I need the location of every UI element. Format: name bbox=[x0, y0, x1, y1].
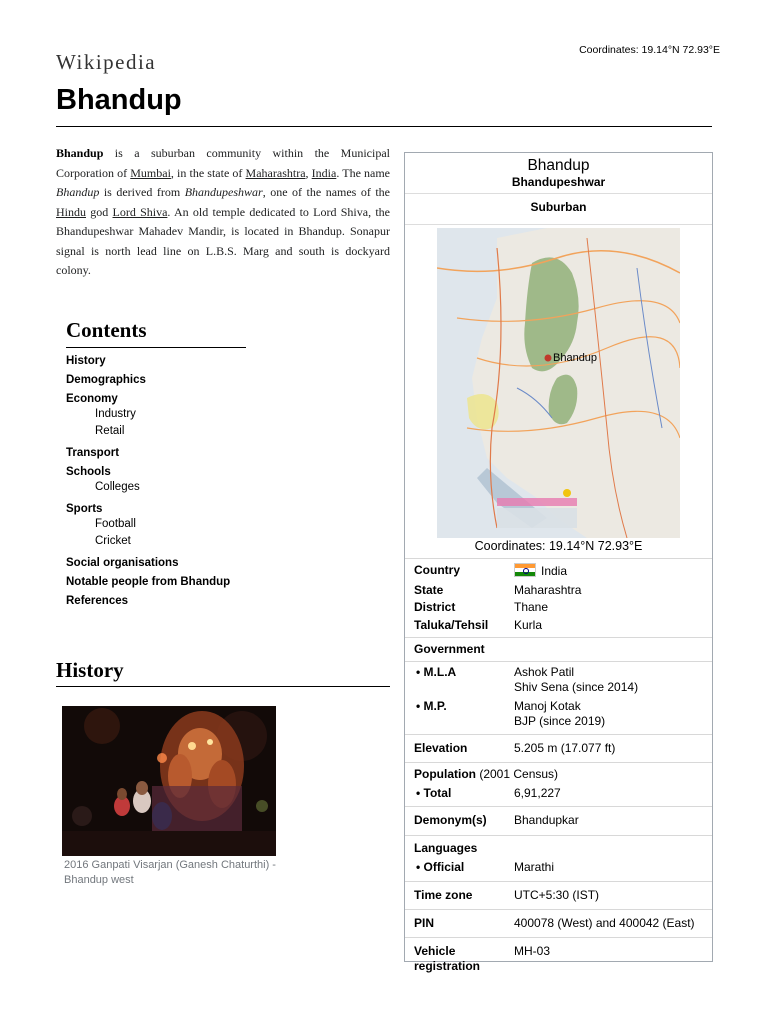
label-demonym: Demonym(s) bbox=[414, 813, 487, 827]
intro-text: is derived from bbox=[99, 185, 185, 199]
link-india[interactable]: India bbox=[311, 165, 337, 180]
intro-text: . An old temple dedicated to Lord Shiva, the Bhandupeshwar Mahadev Mandir, is located in Bhandup. Sonapur signal is north lead line on L.B.S. Marg and south is dockyard colony. bbox=[56, 204, 390, 277]
infobox-settlement-type: Suburban bbox=[530, 200, 587, 214]
row-population-total bbox=[405, 783, 712, 807]
toc-title: Contents bbox=[66, 318, 147, 342]
toc-divider bbox=[66, 347, 246, 348]
label-taluka: Taluka/Tehsil bbox=[414, 617, 489, 632]
toc-item-football[interactable]: Football bbox=[95, 518, 136, 530]
label-languages: Languages bbox=[414, 840, 478, 855]
row-taluka bbox=[405, 616, 712, 638]
photo-illustration bbox=[62, 706, 276, 856]
toc-item-label[interactable]: Sports bbox=[66, 503, 103, 515]
label-total: • Total bbox=[416, 785, 452, 800]
link-lord-shiva[interactable]: Lord Shiva bbox=[112, 204, 168, 219]
row-elevation bbox=[405, 735, 712, 763]
toc-item-cricket[interactable]: Cricket bbox=[95, 535, 131, 547]
intro-subject: Bhandup bbox=[56, 146, 104, 160]
label-district: District bbox=[414, 600, 456, 614]
value-demonym: Bhandupkar bbox=[514, 813, 579, 827]
value-country[interactable]: India bbox=[541, 564, 568, 578]
intro-text: , bbox=[305, 165, 312, 180]
map-label: Bhandup bbox=[553, 352, 598, 364]
toc-item-sports[interactable] bbox=[66, 503, 246, 550]
ganpati-visarjan-photo[interactable] bbox=[62, 706, 276, 856]
intro-paragraph bbox=[56, 144, 390, 281]
toc-item-social-organisations[interactable]: Social organisations bbox=[66, 557, 179, 569]
row-population bbox=[405, 763, 712, 783]
toc-item-colleges[interactable]: Colleges bbox=[95, 481, 140, 493]
value-state[interactable]: Maharashtra bbox=[514, 582, 582, 597]
intro-text: . The name bbox=[336, 165, 391, 180]
row-vehicle-registration bbox=[405, 938, 712, 973]
toc-sublist bbox=[95, 406, 246, 440]
photo-caption: 2016 Ganpati Visarjan (Ganesh Chaturthi) - Bhandup west bbox=[64, 859, 276, 886]
table-of-contents bbox=[66, 318, 246, 607]
toc-item-demographics[interactable]: Demographics bbox=[66, 374, 146, 386]
history-divider bbox=[56, 686, 390, 687]
infobox-title: Bhandup bbox=[527, 157, 590, 174]
toc-item-retail[interactable]: Retail bbox=[95, 425, 125, 437]
intro-text: , in the state of bbox=[170, 165, 246, 180]
toc-item-history[interactable]: History bbox=[66, 355, 106, 367]
value-mp-name[interactable]: Manoj Kotak bbox=[514, 698, 581, 713]
infobox bbox=[404, 152, 713, 973]
value-taluka[interactable]: Kurla bbox=[514, 617, 543, 632]
value-mla-name[interactable]: Ashok Patil bbox=[514, 664, 575, 679]
value-pin: 400078 (West) and 400042 (East) bbox=[514, 916, 695, 930]
row-languages bbox=[405, 836, 712, 859]
india-flag-icon bbox=[514, 563, 536, 577]
row-timezone bbox=[405, 882, 712, 910]
intro-italic: Bhandupeshwar bbox=[184, 185, 263, 199]
label-population: Population bbox=[414, 767, 476, 781]
label-timezone: Time zone bbox=[414, 887, 473, 902]
row-state bbox=[405, 580, 712, 599]
value-timezone[interactable]: UTC+5:30 (IST) bbox=[514, 887, 600, 902]
row-mp bbox=[405, 696, 712, 734]
toc-item-schools[interactable] bbox=[66, 466, 246, 496]
link-maharashtra[interactable]: Maharashtra bbox=[245, 165, 306, 180]
coordinates-top: Coordinates: 19.14°N 72.93°E bbox=[579, 44, 720, 56]
location-marker-icon bbox=[545, 355, 552, 362]
row-district bbox=[405, 598, 712, 616]
link-hindu[interactable]: Hindu bbox=[56, 204, 86, 219]
intro-italic: Bhandup bbox=[56, 185, 100, 199]
intro-text: , one of the names of the bbox=[262, 185, 391, 199]
toc-sublist bbox=[95, 479, 246, 496]
link-mumbai[interactable]: Mumbai bbox=[130, 165, 171, 180]
infobox-divider bbox=[405, 224, 712, 225]
toc-item-references[interactable]: References bbox=[66, 595, 129, 607]
value-official[interactable]: Marathi bbox=[514, 860, 555, 874]
label-official: • Official bbox=[416, 860, 465, 874]
toc-item-notable-people[interactable]: Notable people from Bhandup bbox=[66, 576, 231, 588]
label-government: Government bbox=[414, 642, 485, 656]
title-divider bbox=[56, 126, 712, 127]
value-vehicle-registration[interactable]: MH-03 bbox=[514, 943, 551, 958]
wikipedia-logo[interactable]: Wikipedia bbox=[56, 50, 157, 74]
history-heading: History bbox=[56, 658, 124, 682]
intro-text: is a suburban community within the Municipal Corporation of bbox=[56, 146, 390, 180]
toc-sublist bbox=[95, 516, 246, 550]
toc-item-economy[interactable] bbox=[66, 393, 246, 440]
label-elevation: Elevation bbox=[414, 740, 468, 755]
intro-text: god bbox=[86, 204, 113, 219]
row-government bbox=[405, 638, 712, 661]
row-demonym bbox=[405, 807, 712, 835]
row-official-language bbox=[405, 858, 712, 881]
toc-item-transport[interactable]: Transport bbox=[66, 447, 120, 459]
label-state: State bbox=[414, 582, 444, 597]
map-illustration bbox=[437, 228, 680, 538]
population-note: (2001 Census) bbox=[476, 767, 559, 781]
value-district[interactable]: Thane bbox=[514, 600, 549, 614]
toc-item-industry[interactable]: Industry bbox=[95, 408, 136, 420]
value-mp-party[interactable]: BJP (since 2019) bbox=[514, 714, 606, 728]
infobox-coordinates[interactable]: Coordinates: 19.14°N 72.93°E bbox=[474, 539, 643, 553]
row-mla bbox=[405, 662, 712, 696]
label-mp: • M.P. bbox=[416, 698, 447, 713]
value-total: 6,91,227 bbox=[514, 785, 561, 800]
label-pin: PIN bbox=[414, 916, 435, 930]
toc-list bbox=[66, 355, 246, 607]
label-mla: • M.L.A bbox=[416, 664, 457, 679]
location-map[interactable] bbox=[437, 228, 680, 538]
toc-item-label[interactable]: Economy bbox=[66, 393, 118, 405]
value-elevation: 5.205 m (17.077 ft) bbox=[514, 740, 616, 755]
page-title: Bhandup bbox=[56, 84, 182, 116]
row-country bbox=[405, 559, 712, 580]
value-mla-party[interactable]: Shiv Sena (since 2014) bbox=[514, 680, 639, 694]
row-pin bbox=[405, 910, 712, 937]
infobox-native-name: Bhandupeshwar bbox=[511, 175, 606, 189]
infobox-rows bbox=[405, 558, 712, 973]
label-country: Country bbox=[414, 563, 460, 577]
toc-item-label[interactable]: Schools bbox=[66, 466, 111, 478]
label-vehicle-registration: Vehicle registration bbox=[414, 943, 481, 973]
